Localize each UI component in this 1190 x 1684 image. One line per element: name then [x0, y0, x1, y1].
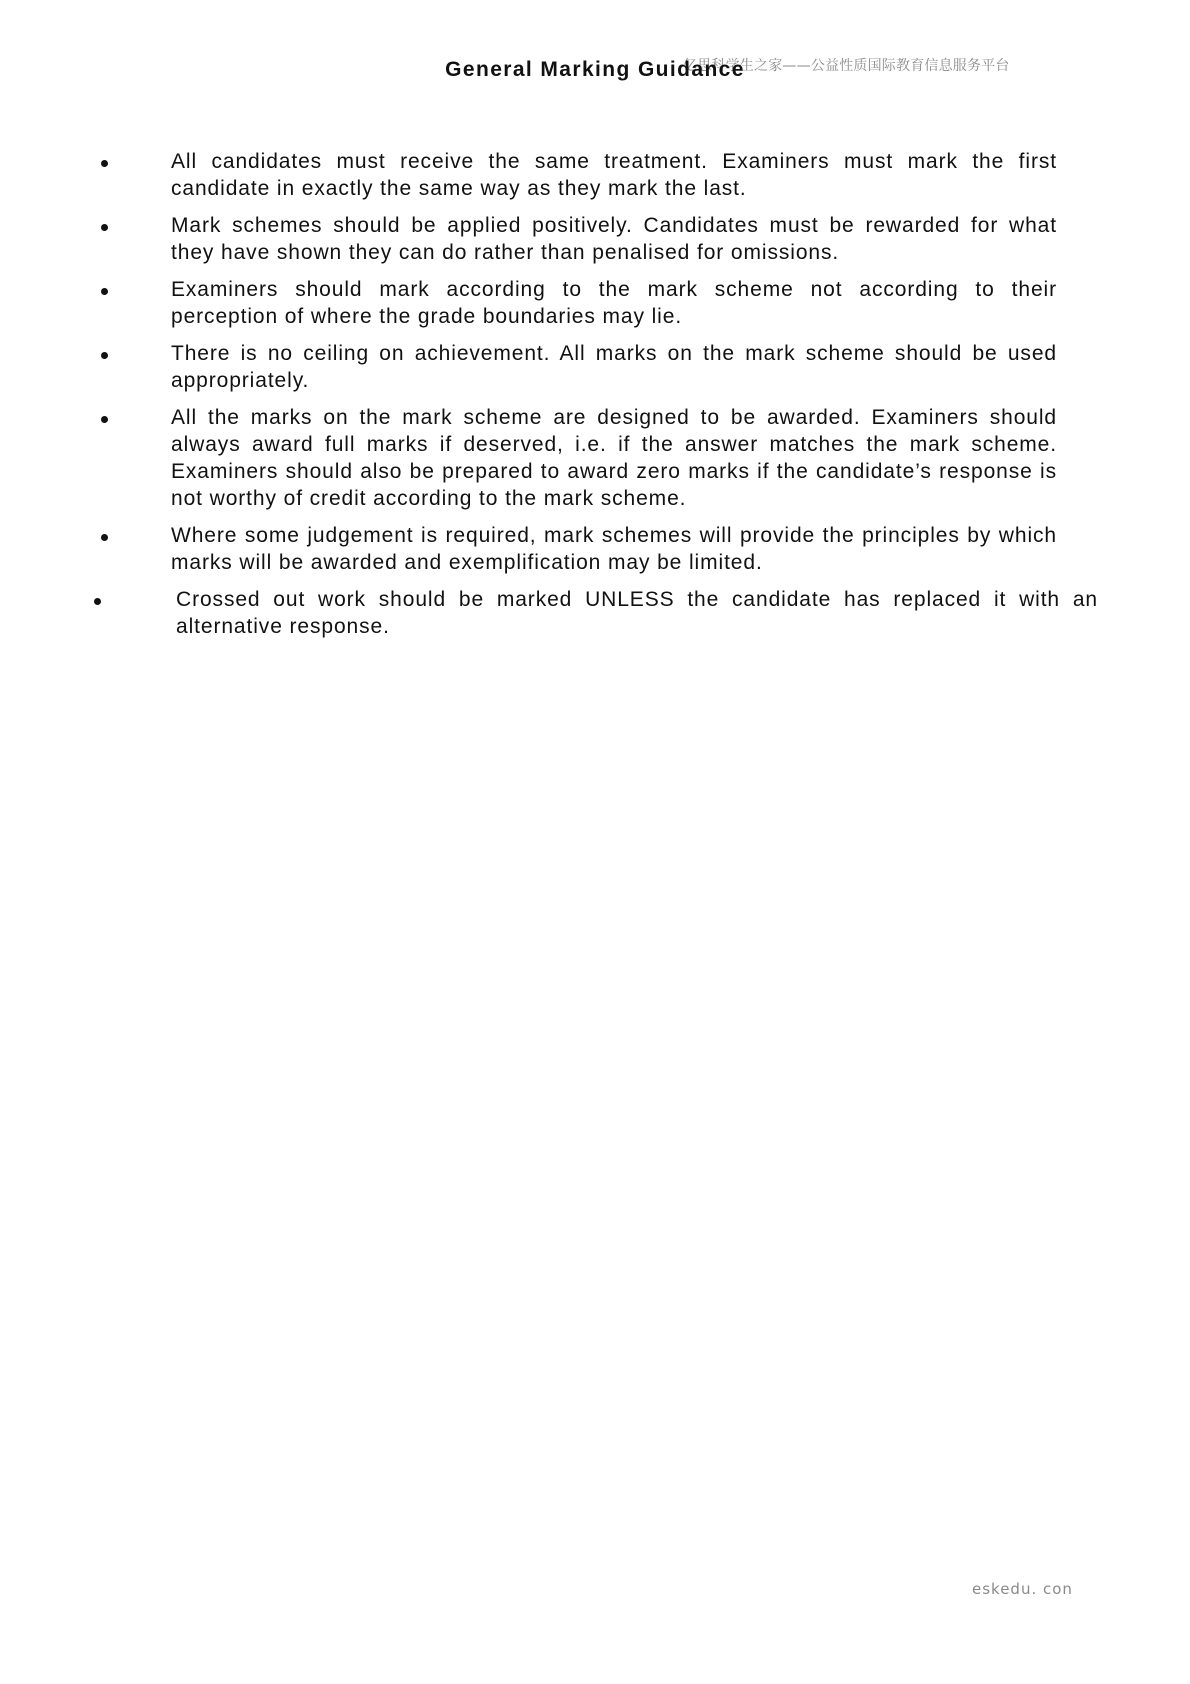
footer-url: eskedu. con	[972, 1580, 1073, 1598]
bullet-icon	[101, 160, 108, 167]
bullet-icon	[101, 534, 108, 541]
bullet-icon	[101, 288, 108, 295]
bullet-icon	[101, 416, 108, 423]
bullet-icon	[101, 352, 108, 359]
bullet-icon	[101, 224, 108, 231]
list-item-text: All the marks on the mark scheme are designed to be awarded. Examiners should always award full marks if deserved, i.e. if the answer matches the mark scheme. Examiners should also be prepared to award zero marks if the candidate’s response is not worthy of credit according to the mark scheme.	[171, 406, 1057, 510]
list-item-text: Mark schemes should be applied positively. Candidates must be rewarded for what they have shown they can do rather than penalised for omissions.	[171, 214, 1057, 264]
list-item-text: Examiners should mark according to the mark scheme not according to their perception of where the grade boundaries may lie.	[171, 278, 1057, 328]
page-title: General Marking Guidance	[445, 58, 745, 81]
list-item-text: Where some judgement is required, mark schemes will provide the principles by which marks will be awarded and exemplification may be limited.	[171, 524, 1057, 574]
watermark-text: 亿思科学生之家——公益性质国际教育信息服务平台	[683, 58, 1010, 74]
list-item-text: There is no ceiling on achievement. All marks on the mark scheme should be used appropriately.	[171, 342, 1057, 392]
list-item-text: All candidates must receive the same treatment. Examiners must mark the first candidate in exactly the same way as they mark the last.	[171, 150, 1057, 200]
bullet-icon	[94, 598, 101, 605]
list-item-text: Crossed out work should be marked UNLESS the candidate has replaced it with an alternative response.	[176, 588, 1098, 638]
